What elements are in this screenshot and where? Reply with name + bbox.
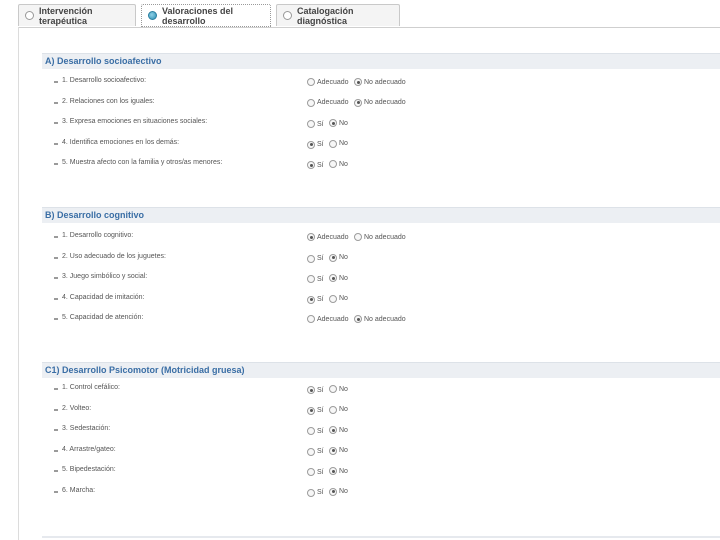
radio-checked-icon[interactable]	[329, 488, 337, 496]
bullet-icon	[54, 277, 58, 279]
radio-label: No	[339, 385, 348, 393]
question-row	[42, 98, 720, 118]
bullet-icon	[54, 81, 58, 83]
tab-circle-icon	[283, 11, 292, 20]
radio-label: Adecuado	[317, 78, 349, 86]
question-label: 2. Volteo:	[62, 404, 92, 412]
radio-option[interactable]	[329, 140, 348, 148]
radio-label: No adecuado	[364, 315, 406, 323]
radio-option[interactable]	[329, 488, 348, 496]
radio-unchecked-icon[interactable]	[307, 489, 315, 497]
radio-unchecked-icon[interactable]	[307, 468, 315, 476]
radio-label: Adecuado	[317, 315, 349, 323]
radio-unchecked-icon[interactable]	[307, 120, 315, 128]
question-row	[42, 425, 720, 445]
radio-unchecked-icon[interactable]	[307, 78, 315, 86]
question-label: 1. Desarrollo cognitivo:	[62, 232, 134, 239]
radio-option[interactable]	[307, 255, 324, 263]
radio-label: Sí	[317, 407, 324, 414]
bullet-icon	[54, 257, 58, 259]
radio-checked-icon[interactable]	[354, 99, 362, 107]
radio-option[interactable]	[307, 386, 324, 394]
radio-unchecked-icon[interactable]	[307, 427, 315, 435]
radio-option[interactable]	[307, 315, 349, 323]
radio-unchecked-icon[interactable]	[307, 255, 315, 263]
section-desarrollo-psicomotor	[42, 362, 720, 378]
radio-option[interactable]	[329, 426, 348, 434]
question-row	[42, 77, 720, 97]
radio-label: No	[339, 447, 348, 454]
radio-option[interactable]	[329, 406, 348, 414]
question-row	[42, 384, 720, 404]
bullet-icon	[54, 409, 58, 411]
radio-option[interactable]	[354, 78, 406, 86]
radio-checked-icon[interactable]	[329, 467, 337, 475]
radio-unchecked-icon[interactable]	[307, 448, 315, 456]
tab-circle-icon	[148, 11, 157, 20]
radio-checked-icon[interactable]	[329, 447, 337, 455]
radio-label: No adecuado	[364, 99, 406, 106]
radio-checked-icon[interactable]	[354, 315, 362, 323]
radio-checked-icon[interactable]	[307, 233, 315, 241]
radio-label: No	[339, 426, 348, 434]
radio-label: No	[339, 488, 348, 495]
radio-option[interactable]	[307, 233, 349, 241]
radio-option[interactable]	[329, 274, 348, 282]
radio-checked-icon[interactable]	[307, 386, 315, 394]
radio-label: No	[339, 274, 348, 282]
radio-label: No adecuado	[364, 233, 406, 241]
bullet-icon	[54, 163, 58, 165]
radio-option[interactable]	[354, 99, 406, 107]
radio-unchecked-icon[interactable]	[307, 99, 315, 107]
question-label: 1. Control cefálico:	[62, 384, 120, 391]
radio-option[interactable]	[354, 315, 406, 323]
radio-option[interactable]	[329, 447, 348, 455]
section-desarrollo-socioafectivo	[42, 53, 720, 69]
radio-label: No	[339, 406, 348, 413]
radio-unchecked-icon[interactable]	[329, 385, 337, 393]
question-row	[42, 294, 720, 314]
question-label: 6. Marcha:	[62, 486, 96, 494]
question-row	[42, 253, 720, 273]
tab-catalogacion-diagnostica[interactable]	[276, 4, 400, 26]
bullet-icon	[54, 102, 58, 104]
question-row	[42, 118, 720, 138]
bullet-icon	[54, 298, 58, 300]
radio-label: Sí	[317, 448, 324, 455]
radio-label: Sí	[317, 296, 324, 303]
question-label: 4. Capacidad de imitación:	[62, 293, 145, 301]
radio-option[interactable]	[329, 160, 348, 168]
question-label: 4. Arrastre/gateo:	[62, 445, 116, 453]
radio-unchecked-icon[interactable]	[329, 406, 337, 414]
radio-option[interactable]	[307, 141, 324, 149]
question-row	[42, 446, 720, 466]
radio-option[interactable]	[307, 120, 324, 128]
radio-label: No	[339, 160, 348, 168]
question-row	[42, 273, 720, 293]
question-label: 2. Relaciones con los iguales:	[62, 97, 155, 105]
radio-checked-icon[interactable]	[329, 426, 337, 434]
radio-option[interactable]	[307, 78, 349, 86]
radio-label: Adecuado	[317, 99, 349, 106]
bullet-icon	[54, 318, 58, 320]
bullet-icon	[54, 429, 58, 431]
radio-label: Sí	[317, 386, 324, 394]
radio-checked-icon[interactable]	[307, 141, 315, 149]
radio-checked-icon[interactable]	[354, 78, 362, 86]
radio-label: No	[339, 467, 348, 475]
question-label: 5. Bipedestación:	[62, 466, 116, 473]
bullet-icon	[54, 470, 58, 472]
radio-label: No adecuado	[364, 78, 406, 86]
question-row	[42, 314, 720, 334]
tab-label: Intervención terapéutica	[39, 5, 93, 26]
radio-option[interactable]	[329, 467, 348, 475]
section-title: A) Desarrollo socioafectivo	[42, 53, 720, 69]
tab-circle-icon	[25, 11, 34, 20]
radio-checked-icon[interactable]	[329, 119, 337, 127]
question-label: 4. Identifica emociones en los demás:	[62, 138, 180, 146]
radio-label: Sí	[317, 275, 324, 283]
radio-option[interactable]	[307, 296, 324, 304]
radio-label: No	[339, 119, 348, 127]
radio-label: No	[339, 140, 348, 147]
panel-left-border	[18, 27, 19, 540]
radio-unchecked-icon[interactable]	[329, 140, 337, 148]
question-row	[42, 159, 720, 179]
radio-label: No	[339, 254, 348, 261]
radio-option[interactable]	[329, 119, 348, 127]
radio-option[interactable]	[307, 448, 324, 456]
radio-option[interactable]	[354, 233, 406, 241]
section-title: B) Desarrollo cognitivo	[42, 207, 720, 223]
tab-valoraciones-del-desarrollo[interactable]	[141, 4, 271, 27]
radio-label: Sí	[317, 427, 324, 435]
radio-option[interactable]	[307, 99, 349, 107]
section-desarrollo-cognitivo	[42, 207, 720, 223]
question-label: 5. Capacidad de atención:	[62, 314, 144, 321]
tab-label: Catalogación diagnóstica	[297, 5, 354, 26]
radio-option[interactable]	[329, 254, 348, 262]
radio-label: Adecuado	[317, 233, 349, 241]
question-label: 3. Sedestación:	[62, 425, 111, 432]
bullet-icon	[54, 236, 58, 238]
question-row	[42, 466, 720, 486]
radio-option[interactable]	[307, 468, 324, 476]
question-row	[42, 487, 720, 507]
radio-label: Sí	[317, 468, 324, 476]
radio-option[interactable]	[329, 385, 348, 393]
radio-checked-icon[interactable]	[307, 407, 315, 415]
radio-unchecked-icon[interactable]	[307, 315, 315, 323]
tab-bar	[18, 4, 720, 28]
radio-label: Sí	[317, 255, 324, 262]
question-label: 5. Muestra afecto con la familia y otros/as menores:	[62, 159, 223, 166]
radio-label: Sí	[317, 141, 324, 148]
radio-checked-icon[interactable]	[307, 161, 315, 169]
section-title: C1) Desarrollo Psicomotor (Motricidad gruesa)	[42, 362, 720, 378]
radio-unchecked-icon[interactable]	[307, 275, 315, 283]
radio-option[interactable]	[307, 161, 324, 169]
question-label: 2. Uso adecuado de los juguetes:	[62, 252, 166, 260]
question-row	[42, 232, 720, 252]
question-label: 3. Juego simbólico y social:	[62, 273, 148, 280]
radio-option[interactable]	[307, 427, 324, 435]
panel-bottom-border	[42, 536, 720, 538]
tab-label: Valoraciones del desarrollo	[162, 5, 234, 26]
question-row	[42, 139, 720, 159]
radio-option[interactable]	[329, 295, 348, 303]
tab-divider	[18, 27, 720, 28]
bullet-icon	[54, 388, 58, 390]
radio-label: Sí	[317, 489, 324, 496]
bullet-icon	[54, 491, 58, 493]
question-row	[42, 405, 720, 425]
radio-label: Sí	[317, 120, 324, 128]
radio-checked-icon[interactable]	[329, 274, 337, 282]
radio-unchecked-icon[interactable]	[354, 233, 362, 241]
bullet-icon	[54, 122, 58, 124]
radio-unchecked-icon[interactable]	[329, 160, 337, 168]
radio-checked-icon[interactable]	[329, 254, 337, 262]
radio-option[interactable]	[307, 407, 324, 415]
question-label: 1. Desarrollo socioafectivo:	[62, 77, 147, 84]
question-label: 3. Expresa emociones en situaciones sociales:	[62, 118, 208, 125]
radio-checked-icon[interactable]	[307, 296, 315, 304]
bullet-icon	[54, 143, 58, 145]
radio-unchecked-icon[interactable]	[329, 295, 337, 303]
tab-intervencion-terapeutica[interactable]	[18, 4, 136, 26]
radio-label: No	[339, 295, 348, 302]
bullet-icon	[54, 450, 58, 452]
radio-label: Sí	[317, 161, 324, 169]
radio-option[interactable]	[307, 489, 324, 497]
radio-option[interactable]	[307, 275, 324, 283]
